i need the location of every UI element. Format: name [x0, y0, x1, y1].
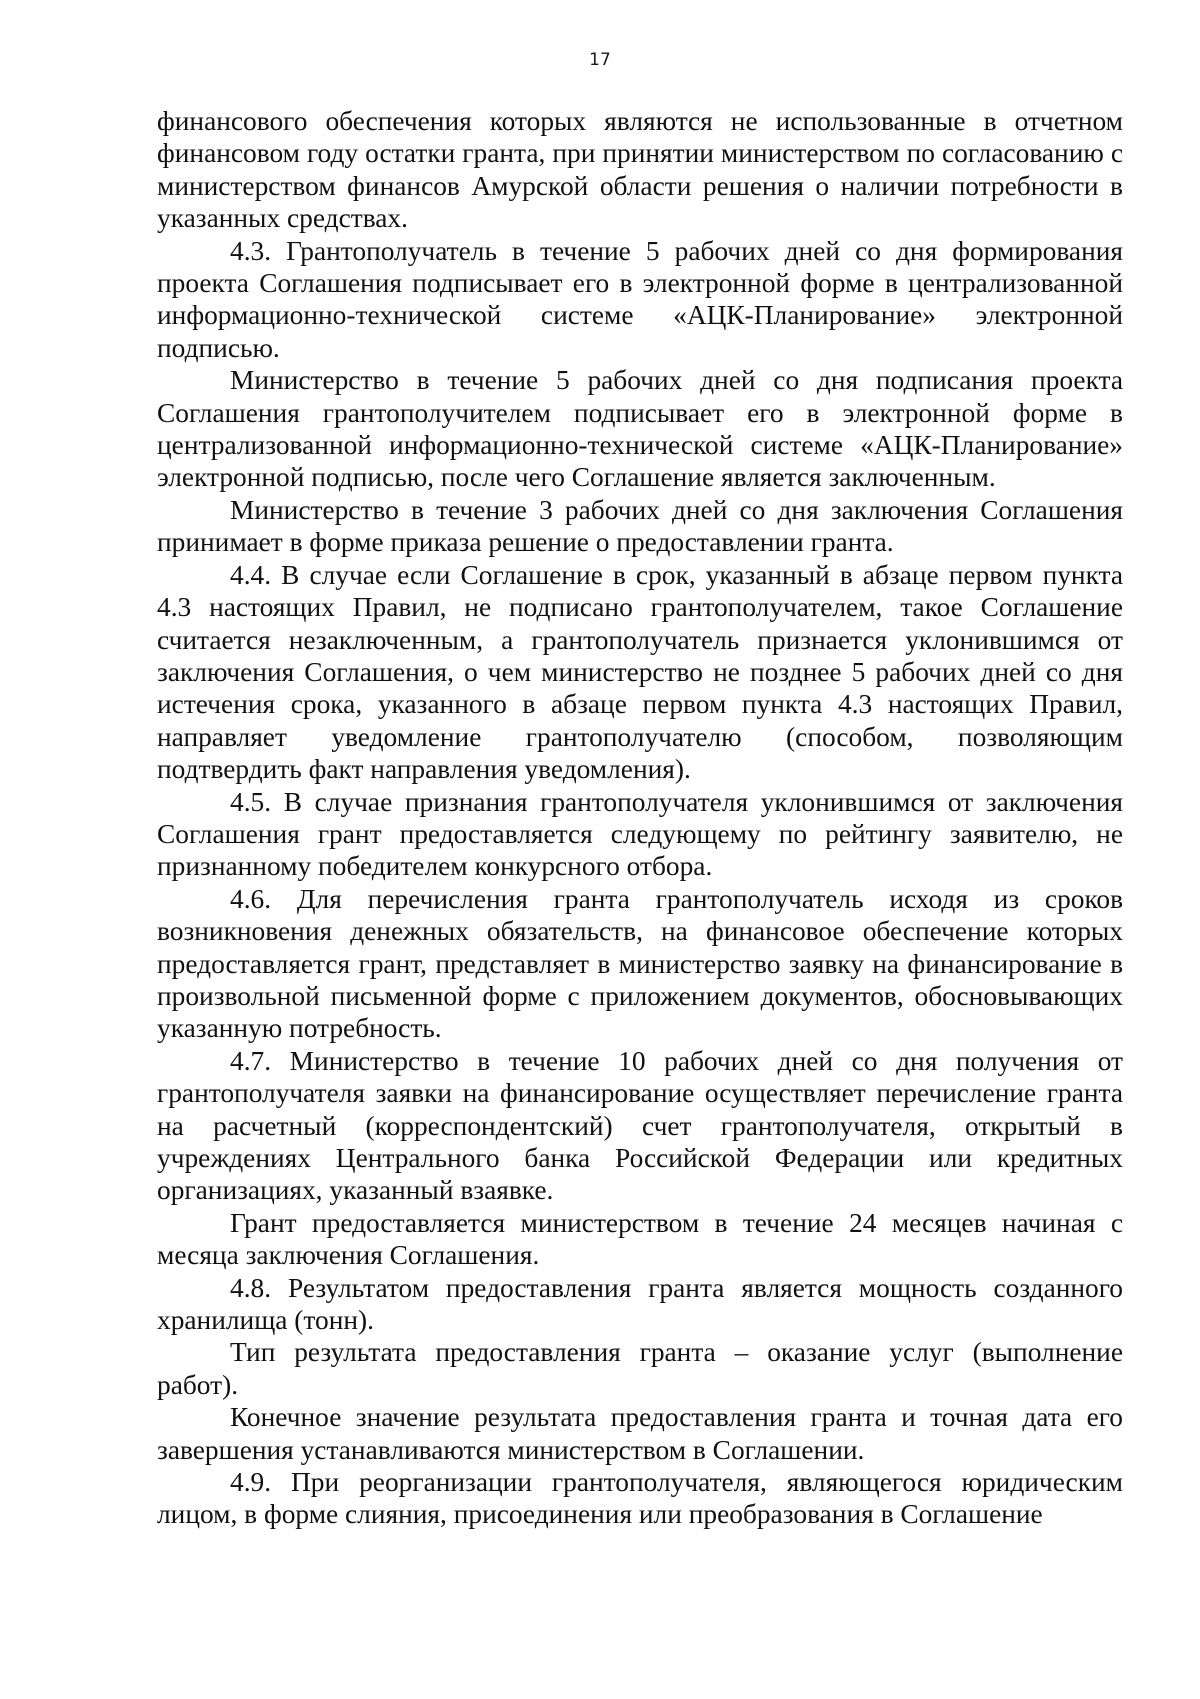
- paragraph-4-7: 4.7. Министерство в течение 10 рабочих дней со дня получения от грантополучателя заявки на финансирование осуществляет перечисление гранта на расчетный (корреспондентский) счет грантополучателя, открытый в учреждениях Центрального банка Российской Федерации или кредитных организациях, указанный взаявке.: [157, 1045, 1123, 1206]
- document-body: [157, 105, 1123, 1531]
- paragraph-4-6: 4.6. Для перечисления гранта грантополучатель исходя из сроков возникновения денежных обязательств, на финансовое обеспечение которых предоставляется грант, представляет в министерство заявку на финансирование в произвольной письменной форме с приложением документов, обосновывающих указанную потребность.: [157, 883, 1123, 1044]
- paragraph-4-3: 4.3. Грантополучатель в течение 5 рабочих дней со дня формирования проекта Соглашения подписывает его в электронной форме в централизованной информационно-технической системе «АЦК-Планирование» электронной подписью.: [157, 235, 1123, 363]
- paragraph-4-8-result-type: Тип результата предоставления гранта – оказание услуг (выполнение работ).: [157, 1337, 1123, 1400]
- paragraph-4-8: 4.8. Результатом предоставления гранта является мощность созданного хранилища (тонн).: [157, 1272, 1123, 1336]
- paragraph-4-3-grant-decision: Министерство в течение 3 рабочих дней со дня заключения Соглашения принимает в форме приказа решение о предоставлении гранта.: [157, 494, 1123, 558]
- page-number: 17: [589, 50, 611, 70]
- paragraph-4-5: 4.5. В случае признания грантополучателя уклонившимся от заключения Соглашения грант предоставляется следующему по рейтингу заявителю, не признанному победителем конкурсного отбора.: [157, 786, 1123, 882]
- paragraph-4-3-ministry-signing: Министерство в течение 5 рабочих дней со дня подписания проекта Соглашения грантополучителем подписывает его в электронной форме в централизованной информационно-технической системе «АЦК-Планирование» электронной подписью, после чего Соглашение является заключенным.: [157, 365, 1123, 493]
- paragraph-continuation: финансового обеспечения которых являются не использованные в отчетном финансовом году остатки гранта, при принятии министерством по согласованию с министерством финансов Амурской области решения о наличии потребности в указанных средствах.: [157, 106, 1123, 234]
- paragraph-4-7-grant-term: Грант предоставляется министерством в течение 24 месяцев начиная с месяца заключения Соглашения.: [157, 1207, 1123, 1271]
- paragraph-4-4: 4.4. В случае если Соглашение в срок, указанный в абзаце первом пункта 4.3 настоящих Правил, не подписано грантополучателем, такое Соглашение считается незаключенным, а грантополучатель признается уклонившимся от заключения Соглашения, о чем министерство не позднее 5 рабочих дней со дня истечения срока, указанного в абзаце первом пункта 4.3 настоящих Правил, направляет уведомление грантополучателю (способом, позволяющим подтвердить факт направления уведомления).: [157, 559, 1123, 785]
- paragraph-4-8-final-value: Конечное значение результата предоставления гранта и точная дата его завершения устанавливаются министерством в Соглашении.: [157, 1402, 1123, 1465]
- paragraph-4-9: 4.9. При реорганизации грантополучателя, являющегося юридическим лицом, в форме слияния, присоединения или преобразования в Соглашение: [157, 1467, 1123, 1530]
